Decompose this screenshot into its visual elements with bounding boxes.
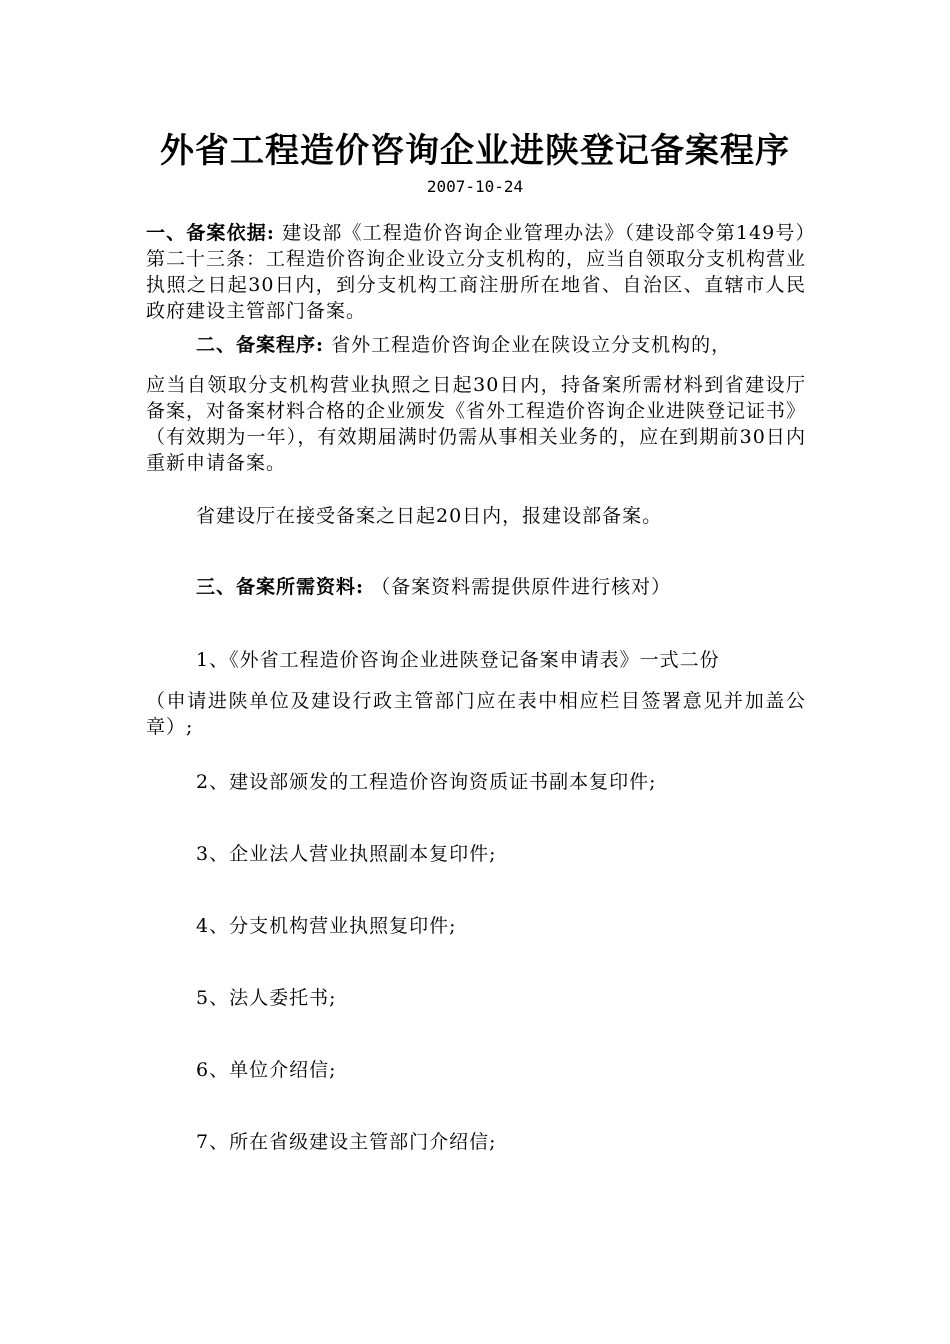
section-procedure-heading: 二、备案程序: — [196, 334, 325, 356]
section-basis-body: 建设部《工程造价咨询企业管理办法》（建设部令第149号）第二十三条：工程造价咨询企业设立分支机构的，应当自领取分支机构营业执照之日起30日内，到分支机构工商注册所在地省、自治区、直辖市人民政府建设主管部门备案。 — [146, 222, 807, 322]
section-materials-note: （备案资料需提供原件进行核对） — [371, 576, 672, 598]
document-date: 2007-10-24 — [426, 177, 524, 196]
section-basis — [146, 220, 806, 324]
materials-item-5: 5、法人委托书; — [196, 987, 337, 1009]
materials-item-1-detail: （申请进陕单位及建设行政主管部门应在表中相应栏目签署意见并加盖公章）; — [146, 690, 806, 738]
materials-item-2: 2、建设部颁发的工程造价咨询资质证书副本复印件; — [196, 771, 657, 793]
section-basis-heading: 一、备案依据: — [146, 222, 275, 244]
section-procedure-body: 应当自领取分支机构营业执照之日起30日内，持备案所需材料到省建设厅备案，对备案材料合格的企业颁发《省外工程造价咨询企业进陕登记证书》（有效期为一年），有效期届满时仍需从事相关业务的，应在到期前30日内重新申请备案。 — [146, 374, 807, 474]
section-materials-heading: 三、备案所需资料: — [196, 576, 365, 598]
materials-item-4: 4、分支机构营业执照复印件; — [196, 915, 457, 937]
materials-item-6: 6、单位介绍信; — [196, 1059, 337, 1081]
document-title: 外省工程造价咨询企业进陕登记备案程序 — [160, 131, 790, 171]
section-materials-header — [196, 574, 806, 600]
materials-item-1: 1、《外省工程造价咨询企业进陕登记备案申请表》一式二份 — [196, 649, 720, 671]
section-procedure-note: 省建设厅在接受备案之日起20日内，报建设部备案。 — [196, 505, 663, 527]
section-procedure-lead: 省外工程造价咨询企业在陕设立分支机构的， — [331, 334, 732, 356]
materials-item-3: 3、企业法人营业执照副本复印件; — [196, 843, 497, 865]
materials-item-7: 7、所在省级建设主管部门介绍信; — [196, 1131, 497, 1153]
section-procedure-first-line — [196, 332, 806, 358]
